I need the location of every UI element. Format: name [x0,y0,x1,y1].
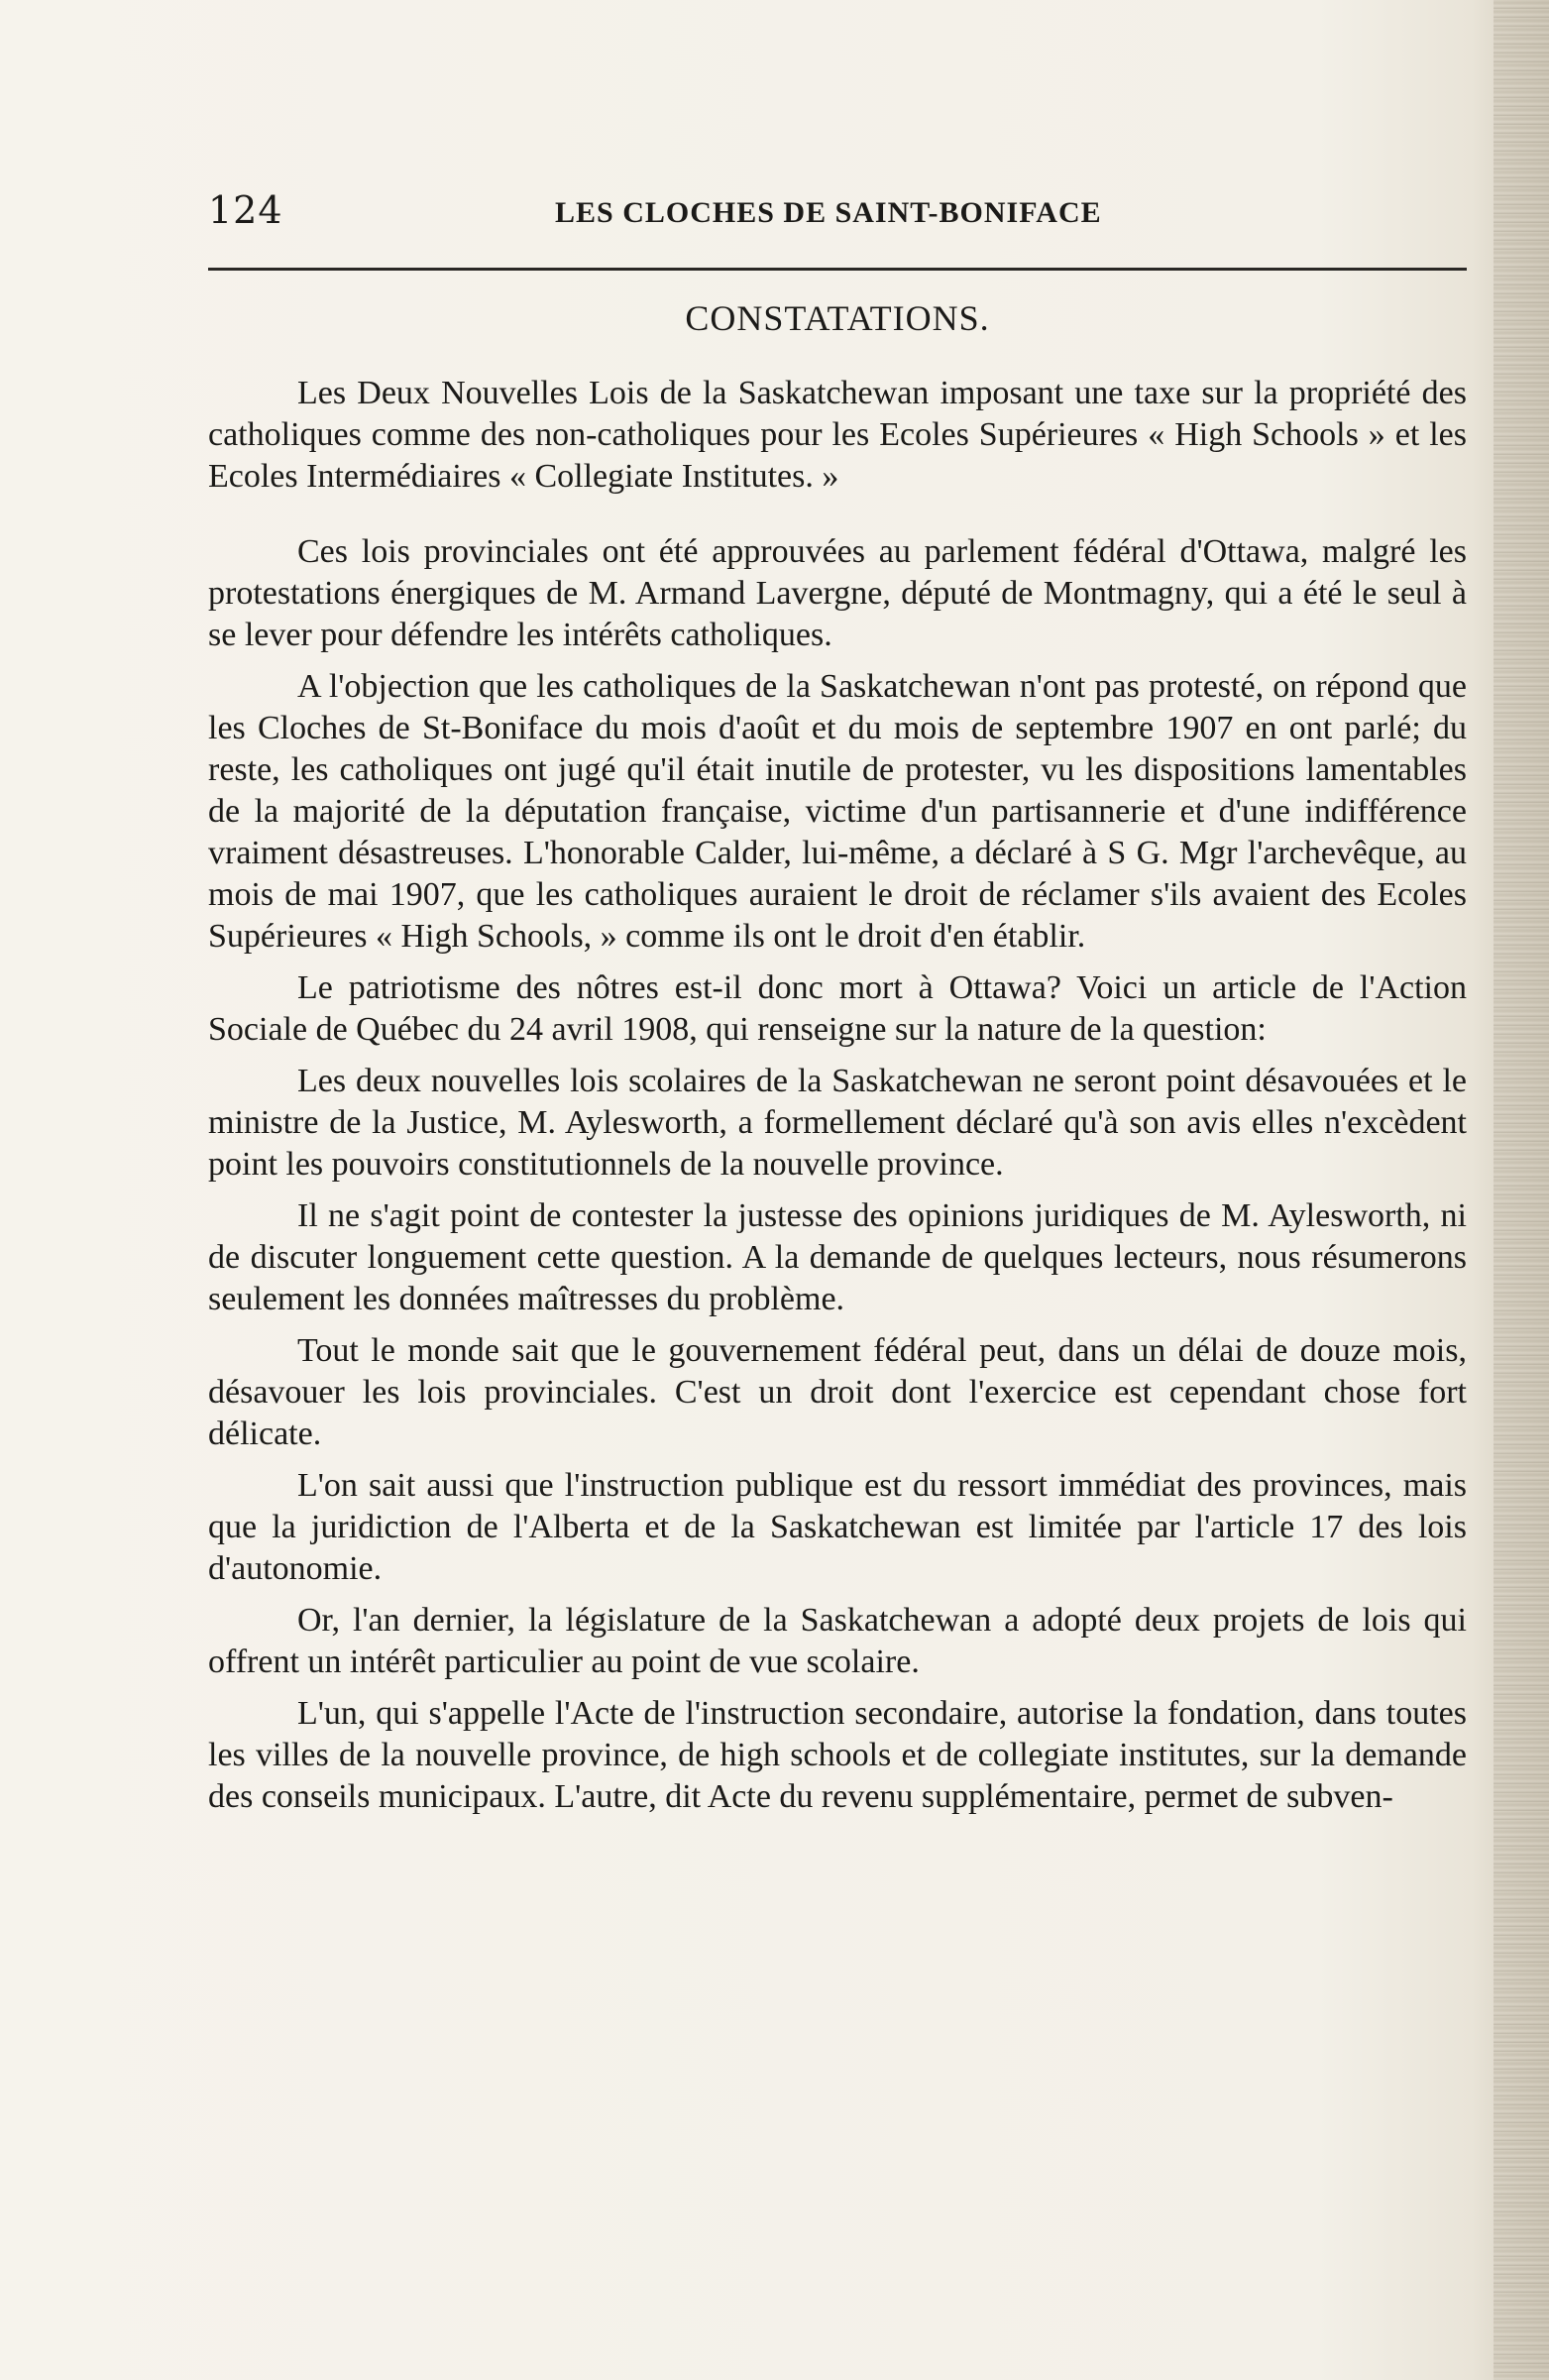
paragraph: Les deux nouvelles lois scolaires de la Saskatchewan ne seront point désavouées et le ministre de la Justice, M. Aylesworth, a formellement déclaré qu'à son avis elles n'excèdent point les pouvoirs constitutionnels de la nouvelle province. [208,1063,1467,1183]
page-edge-shadow [1494,0,1549,2380]
page-number: 124 [208,188,283,232]
paragraph: A l'objection que les catholiques de la Saskatchewan n'ont pas protesté, on répond que les Cloches de St-Boniface du mois d'août et du mois de septembre 1907 en ont parlé; du reste, les catholiques ont jugé qu'il était inutile de protester, vu les dispositions lamentables de la majorité de la députation française, victime d'un partisannerie et d'une indifférence vraiment désastreuses. L'honorable Calder, lui-même, a déclaré à S G. Mgr l'archevêque, au mois de mai 1907, que les catholiques auraient le droit de réclamer s'ils avaient des Ecoles Supérieures « High Schools, » comme ils ont le droit d'en établir. [208,668,1467,955]
paragraph: Le patriotisme des nôtres est-il donc mort à Ottawa? Voici un article de l'Action Sociale de Québec du 24 avril 1908, qui renseigne sur la nature de la question: [208,969,1467,1048]
page-body [208,297,1467,1828]
running-title: LES CLOCHES DE SAINT-BONIFACE [555,196,1102,229]
header-rule [208,268,1467,271]
paragraph: L'un, qui s'appelle l'Acte de l'instruction secondaire, autorise la fondation, dans toutes les villes de la nouvelle province, de high schools et de collegiate institutes, sur la demande des conseils municipaux. L'autre, dit Acte du revenu supplémentaire, permet de subven- [208,1695,1467,1815]
paragraph: Les Deux Nouvelles Lois de la Saskatchewan imposant une taxe sur la propriété des catholiques comme des non-catholiques pour les Ecoles Supérieures « High Schools » et les Ecoles Intermédiaires « Collegiate Institutes. » [208,375,1467,495]
paragraph: Ces lois provinciales ont été approuvées au parlement fédéral d'Ottawa, malgré les protestations énergiques de M. Armand Lavergne, député de Montmagny, qui a été le seul à se lever pour défendre les intérêts catholiques. [208,533,1467,653]
section-heading: CONSTATATIONS. [685,298,990,338]
paragraph: Or, l'an dernier, la législature de la Saskatchewan a adopté deux projets de lois qui offrent un intérêt particulier au point de vue scolaire. [208,1602,1467,1680]
paragraph: L'on sait aussi que l'instruction publique est du ressort immédiat des provinces, mais que la juridiction de l'Alberta et de la Saskatchewan est limitée par l'article 17 des lois d'autonomie. [208,1467,1467,1587]
paragraph: Il ne s'agit point de contester la justesse des opinions juridiques de M. Aylesworth, ni de discuter longuement cette question. A la demande de quelques lecteurs, nous résumerons seulement les données maîtresses du problème. [208,1197,1467,1317]
page-header [208,188,1467,248]
paragraph: Tout le monde sait que le gouvernement fédéral peut, dans un délai de douze mois, désavouer les lois provinciales. C'est un droit dont l'exercice est cependant chose fort délicate. [208,1332,1467,1452]
